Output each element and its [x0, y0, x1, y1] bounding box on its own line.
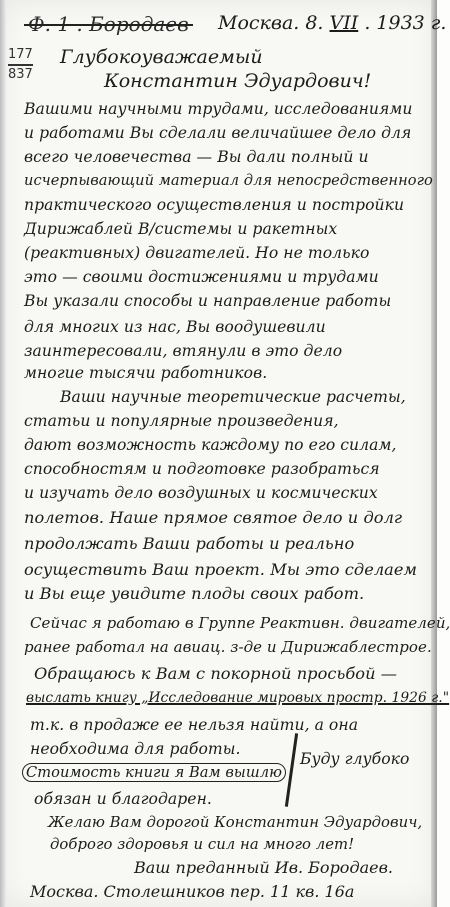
body-line: Вашими научными трудами, исследованиями [24, 100, 413, 118]
body-line: практического осуществления и постройки [24, 196, 405, 214]
date-month: VII [329, 12, 359, 34]
page-edge-right [431, 0, 437, 907]
body-line: и изучать дело воздушных и космических [24, 484, 378, 502]
sender-address: Москва. Столешников пер. 11 кв. 16а [30, 882, 355, 901]
body-line: для многих из нас, Вы воодушевили [24, 318, 326, 336]
body-line: (реактивных) двигателей. Но не только [24, 244, 370, 262]
body-line: Желаю Вам дорогой Константин Эдуардович, [48, 814, 423, 831]
book-request: выслать книгу „Исследование мировых простр. 1926 г." [26, 690, 450, 706]
body-line: заинтересовали, втянули в это дело [24, 342, 343, 360]
body-line: Дирижаблей В/системы и ракетных [24, 220, 338, 238]
body-line: и работами Вы сделали величайшее дело для [24, 124, 412, 142]
letter-date: Москва. 8. VII . 1933 г. [218, 12, 447, 34]
body-line: способностям и подготовке разобраться [24, 460, 380, 478]
body-line: дают возможность каждому по его силам, [24, 436, 397, 454]
body-line: полетов. Наше прямое святое дело и долг [24, 508, 403, 527]
archive-number-top: 177 [8, 46, 33, 66]
body-line: всего человечества — Вы дали полный и [24, 148, 369, 166]
struck-out-text: Ф. 1 . Бородаев [28, 12, 189, 36]
margin-stroke [285, 733, 298, 807]
body-line: необходима для работы. [30, 740, 241, 758]
body-line: Ваши научные теоретические расчеты, [60, 388, 406, 406]
body-line [26, 690, 449, 706]
body-line: доброго здоровья и сил на много лет! [50, 836, 355, 853]
body-line: т.к. в продаже ее нельзя найти, а она [30, 716, 359, 734]
body-line: это — своими достижениями и трудами [24, 268, 379, 286]
signature: Ваш преданный Ив. Бородаев. [134, 858, 393, 877]
body-line: продолжать Ваши работы и реально [24, 534, 355, 553]
page-edge-left [0, 0, 6, 907]
body-line: ранее работал на авиац. з-де и Дирижаблестрое. [24, 638, 432, 656]
body-line: и Вы еще увидите плоды своих работ. [24, 584, 365, 603]
greeting-line-1: Глубокоуважаемый [60, 46, 263, 68]
body-line: Вы указали способы и направление работы [24, 292, 392, 310]
body-line: исчерпывающий материал для непосредственного [24, 172, 433, 189]
greeting-line-2: Константин Эдуардович! [104, 70, 372, 92]
letter-header [28, 10, 447, 40]
archive-number-bottom: 837 [8, 67, 33, 82]
body-line: осуществить Ваш проект. Мы это сделаем [24, 560, 417, 579]
body-line: обязан и благодарен. [34, 790, 212, 808]
body-line: Обращаюсь к Вам с покорной просьбой — [34, 664, 398, 683]
archive-number [8, 46, 33, 84]
body-line: Буду глубоко [300, 750, 410, 768]
body-line: многие тысячи работников. [24, 364, 268, 382]
body-line [22, 764, 286, 781]
body-line: статьи и популярные произведения, [24, 412, 339, 430]
boxed-note: Стоимость книги я Вам вышлю [22, 763, 286, 782]
body-line: Сейчас я работаю в Группе Реактивн. двигателей, [30, 614, 450, 632]
